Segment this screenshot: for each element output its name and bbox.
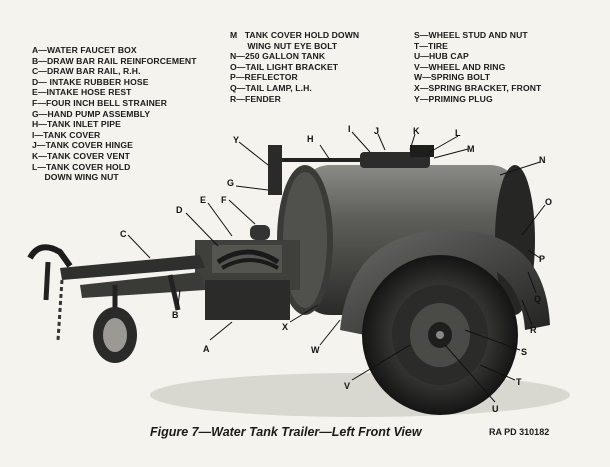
callout-q: Q xyxy=(534,294,542,304)
legend-item: G—HAND PUMP ASSEMBLY xyxy=(32,108,151,119)
legend-item: V—WHEEL AND RING xyxy=(414,61,506,72)
callout-y: Y xyxy=(233,135,240,145)
callout-v: V xyxy=(344,381,351,391)
callout-s: S xyxy=(521,347,528,357)
legend-column-2 xyxy=(230,30,359,104)
callout-e: E xyxy=(200,195,207,205)
callout-c: C xyxy=(120,229,127,239)
legend-item: T—TIRE xyxy=(414,40,449,51)
legend-item: P—REFLECTOR xyxy=(230,72,298,83)
legend-item: F—FOUR INCH BELL STRAINER xyxy=(32,97,168,108)
legend-item: Q—TAIL LAMP, L.H. xyxy=(230,82,312,93)
callout-m: M xyxy=(467,144,475,154)
legend-item: WING NUT EYE BOLT xyxy=(230,40,338,51)
legend-item: O—TAIL LIGHT BRACKET xyxy=(230,61,339,72)
legend-item: E—INTAKE HOSE REST xyxy=(32,87,132,98)
legend-item: W—SPRING BOLT xyxy=(414,72,491,83)
legend-item: R—FENDER xyxy=(230,93,281,104)
figure-title: Figure 7—Water Tank Trailer—Left Front View xyxy=(150,425,422,439)
figure-reference: RA PD 310182 xyxy=(489,427,550,437)
legend-item: DOWN WING NUT xyxy=(32,172,119,183)
ground-shadow xyxy=(150,373,570,417)
callout-t: T xyxy=(516,377,522,387)
legend-item: J—TANK COVER HINGE xyxy=(32,140,133,151)
legend-item: L—TANK COVER HOLD xyxy=(32,161,131,172)
callout-a: A xyxy=(203,344,210,354)
legend-item: B—DRAW BAR RAIL REINFORCEMENT xyxy=(32,55,197,66)
legend-item: U—HUB CAP xyxy=(414,51,469,62)
callout-u: U xyxy=(492,404,499,414)
callout-k: K xyxy=(413,126,420,136)
callout-d: D xyxy=(176,205,183,215)
callout-l: L xyxy=(455,128,461,138)
legend-item: N—250 GALLON TANK xyxy=(230,51,326,62)
callout-w: W xyxy=(311,345,320,355)
legend-item: X—SPRING BRACKET, FRONT xyxy=(414,82,542,93)
callout-f: F xyxy=(221,195,227,205)
figure-caption xyxy=(0,425,610,445)
callout-n: N xyxy=(539,155,546,165)
callout-b: B xyxy=(172,310,179,320)
callout-r: R xyxy=(530,325,537,335)
legend-column-1 xyxy=(32,45,197,183)
legend-column-3 xyxy=(414,30,541,104)
main-wheel xyxy=(362,255,518,415)
legend-item: M TANK COVER HOLD DOWN xyxy=(230,30,360,40)
callout-i: I xyxy=(348,124,351,134)
legend-item: A—WATER FAUCET BOX xyxy=(32,45,137,55)
callout-g: G xyxy=(227,178,235,188)
callout-o: O xyxy=(545,197,553,207)
legend-item: K—TANK COVER VENT xyxy=(32,150,130,161)
legend-item: S—WHEEL STUD AND NUT xyxy=(414,30,528,40)
legend-item: H—TANK INLET PIPE xyxy=(32,119,121,130)
callout-h: H xyxy=(307,134,314,144)
callout-j: J xyxy=(374,126,380,136)
legend-item: C—DRAW BAR RAIL, R.H. xyxy=(32,66,141,77)
callout-p: P xyxy=(539,254,546,264)
legend-item: I—TANK COVER xyxy=(32,129,101,140)
callout-x: X xyxy=(282,322,289,332)
legend-item: D— INTAKE RUBBER HOSE xyxy=(32,76,149,87)
legend-item: Y—PRIMING PLUG xyxy=(414,93,493,104)
